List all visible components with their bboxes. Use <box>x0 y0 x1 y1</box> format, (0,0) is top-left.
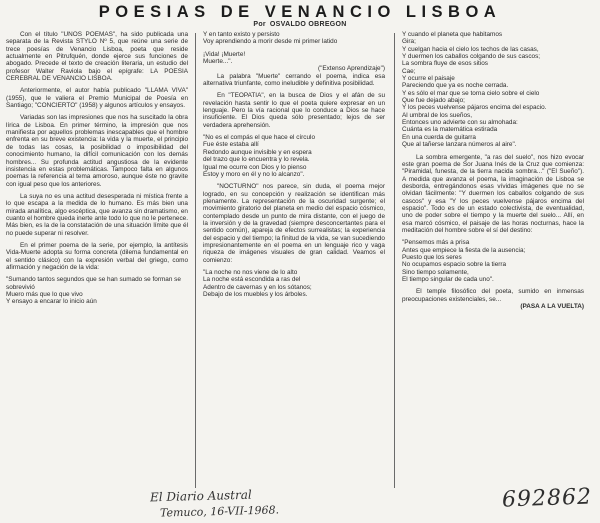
verse-line: del trazo que lo encuentra y lo revela. <box>203 156 310 164</box>
paragraph: La suya no es una actitud desesperada ni mística frente a lo que escapa a la medida de lo humano. Es más bien una mirada analítica, algo escéptica, que avanza sin dramatismo, en cuanto el hombre queda inerte ante todo lo que no le pertenece. Más bien, es la de la constatación de una situación límite que él no puede superar ni resolver. <box>6 192 188 237</box>
poem-title-citation: ("Extenso Aprendizaje") <box>317 65 385 73</box>
verse-line: Y cuando el planeta que habitamos <box>402 31 503 38</box>
verse-line: No ocupamos espacio sobre la tierra <box>402 261 507 269</box>
verse-line: Y ensayo a encarar lo inicio aún <box>6 298 97 306</box>
paragraph: Variadas son las impresiones que nos ha suscitado la obra lírica de Lisboa. En primer término, la impresión que nos manifiesta por aquellos problemas inescapables que el hombre enfrenta en su breve existencia: la vida y la muerte, el principio de todas las cosas, la posibilidad o imposibilidad del conocimiento humano, la difícil comunicación con los demás hombres... Su profunda actitud angustiosa de la evidente insistencia en estas problemáticas. Tampoco falta en algunos poemas la referencia al tema amoroso, aunque éste no gravite con igual peso que los anteriores. <box>6 114 188 188</box>
verse-line: Y ocurre el paisaje <box>402 75 455 83</box>
verse-line: Sino tiempo solamente, <box>402 268 469 276</box>
verse-line: Que fue dejado abajo; <box>402 97 465 105</box>
verse-line: Igual me ocurre con Dios y lo pienso <box>203 163 307 171</box>
verse-line: Y los peces vuelvense pájaros encima del espacio. <box>402 104 547 112</box>
verse-line: Estoy y moro en él y no lo alcanzo". <box>203 170 305 178</box>
verse-line: Y es sólo el mar que se torna cielo sobre el cielo <box>402 89 540 97</box>
byline <box>0 21 600 28</box>
verse-line: Cae; <box>402 67 416 75</box>
paragraph: La sombra emergente, "a ras del suelo", nos hizo evocar este gran poema de Sor Juana Inés de la Cruz que comienza: "Piramidal, funesta, de la tierra nacida sombra..." ("El Sueño"). A medida que avanza el poema, la imaginación de Lisboa se desborda, entregándonos esas vívidas imágenes que no se olvidan fácilmente: "Y duermen los caballos colgando de sus cascos" y esa "Y los peces vuelvense pájaros encima del espacio". Todo es de un estado colectivista, de eventualidad, uno de poder sobre el tiempo y la muerte del suelo... Allí, en esa marcó cósmico, el paisaje de las horas nocturnas, hace la meditación del hombre sobre el sí del destino: <box>402 153 584 234</box>
verse-line: Entonces uno advierte con su almohada: <box>402 119 518 127</box>
handwritten-date: Temuco, 16-VII-1968. <box>159 503 280 520</box>
article-column-2 <box>203 31 385 298</box>
verse-line: ¡Vida! ¡Muerte! <box>203 50 246 58</box>
verse-line: Debajo de los muebles y los árboles. <box>203 291 308 298</box>
verse-line: Muero más que lo que vivo <box>6 291 83 298</box>
verse-line: Al umbral de los sueños, <box>402 111 472 119</box>
verse-line: Muerte...". <box>203 58 233 66</box>
byline-prefix: Por <box>253 21 266 28</box>
byline-author: OSVALDO OBREGON <box>269 21 347 28</box>
paragraph: En el primer poema de la serie, por ejemplo, la antítesis Vida-Muerte adopta su forma concreta (dilema fundamental en el sentido clásico) con la expresión verbal del griego, como afirmación y negación de la vida: <box>6 241 188 271</box>
column-divider <box>394 33 395 488</box>
verse-line: En una cuerda de guitarra <box>402 133 476 141</box>
verse-line: Puesto que los seres <box>402 253 462 261</box>
verse-line: Adentro de cavernas y en los sótanos; <box>203 283 312 291</box>
verse-line: Antes que empiece la fiesta de la ausencia; <box>402 246 526 254</box>
verse-line: "Pensemos más a prisa <box>402 239 470 247</box>
article-column-3 <box>402 31 584 310</box>
paragraph: Con el título "UNOS POEMAS", ha sido publicada una separata de la Revista STYLO Nº 5, que reúne una serie de trece poesías de Venancio Lisboa, poeta que reside actualmente en Pitrufquén, donde ejerce sus funciones de abogado. Precede el texto de creación literaria, un estudio del profesor Walter Raviola bajo el epígrafe: LA POESIA CEREBRAL DE VENANCIO LISBOA. <box>6 31 188 83</box>
continued-note: (PASA A LA VUELTA) <box>520 303 584 311</box>
handwritten-source: El Diario Austral <box>149 487 252 505</box>
verse-line: Redondo aunque invisible y en espera <box>203 148 312 156</box>
verse-line: Pareciendo que ya es noche cerrada. <box>402 82 509 90</box>
verse-line: Y en tanto existo y persisto <box>203 31 280 38</box>
column-divider <box>195 33 196 488</box>
verse-line: Que al tañerse lanzara números al aire". <box>402 141 517 149</box>
verse-line: La noche está escondida a ras del <box>203 276 301 284</box>
paragraph: En "TEOPATIA", en la busca de Dios y el afán de su revelación hasta sentir lo que el poeta quiere expresar en un lenguaje. Pero la vía racional que lo conduce a Dios se hace insuficiente. El Dios queda sólo presentado; lejos de ser verdadera aprehensión. <box>203 92 385 129</box>
paragraph: "NOCTURNO" nos parece, sin duda, el poema mejor logrado, en su concepción y realización se identifican más plenamente. La representación de la oscuridad surgente; el movimiento giratorio del planeta en medio del espacio cósmico, contemplado desde un punto de mira distante, con el juego de la inversión y de la gravedad (siempre desconcertantes para el sentido común), apareja de efectos surrealistas; la experiencia del espacio y del tiempo; la finitud de la vida, se van sucediendo impresionantemente en el poema en un lenguaje rico y vaga riqueza de imágenes visuales de gran calidad. Veamos el comienzo: <box>203 183 385 264</box>
verse-line: Cuánta es la matemática estirada <box>402 126 498 134</box>
verse-line: El tiempo singular de cada uno". <box>402 276 494 283</box>
verse-line: Y duermen los caballos colgando de sus cascos; <box>402 53 541 61</box>
article-column-1 <box>6 31 188 306</box>
paragraph: El temple filosófico del poeta, sumido en inmensas preocupaciones existenciales, se... <box>402 288 584 303</box>
verse-line: Fue éste estaba allí <box>203 141 259 149</box>
verse-line: "Sumando tantos segundos que se han sumado se forman se sobrevivió <box>6 276 181 291</box>
article-title: POESIAS DE VENANCIO LISBOA <box>98 3 502 21</box>
verse-line: Voy aprendiendo a morir desde mi primer latido <box>203 38 338 46</box>
verse-line: La sombra fluye de esos sitios <box>402 60 488 68</box>
verse-line: "No es el compás el que hace el círculo <box>203 134 316 142</box>
verse-line: Y cuelgan hacia el cielo los techos de las casas, <box>402 45 539 53</box>
verse-line: "La noche no nos viene de lo alto <box>203 268 298 276</box>
verse-line: Gira; <box>402 38 416 46</box>
paragraph: La palabra "Muerte" cerrando el poema, indica esa alternativa triunfante, como ineludible y definitiva posibilidad. <box>203 72 385 88</box>
archive-number: 692862 <box>501 484 593 513</box>
paragraph: Anteriormente, el autor había publicado "LLAMA VIVA" (1955), que le valiera el Premio Municipal de Poesía en Santiago; "CONCIERTO" (1958) y algunos artículos y ensayos. <box>6 87 188 110</box>
